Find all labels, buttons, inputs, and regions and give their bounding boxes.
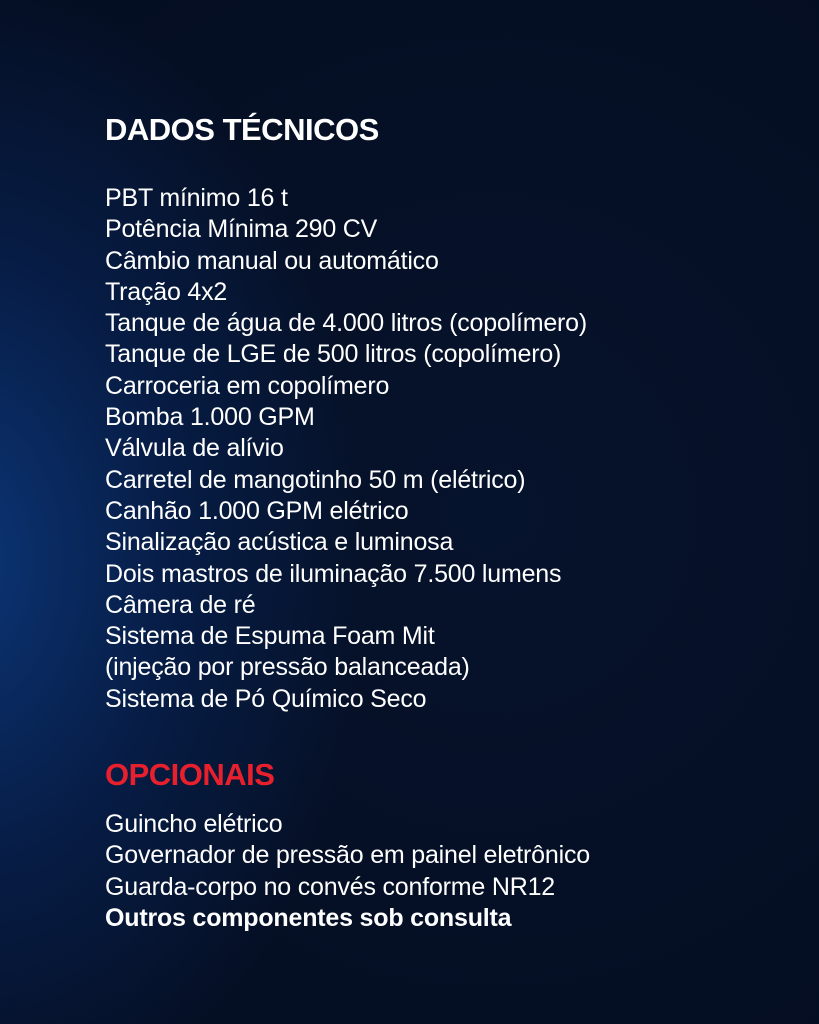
optional-heading: OPCIONAIS <box>105 757 275 793</box>
spec-item-body: Carroceria em copolímero <box>105 371 390 400</box>
spec-item-lge-tank: Tanque de LGE de 500 litros (copolímero) <box>105 340 562 369</box>
spec-item-cannon: Canhão 1.000 GPM elétrico <box>105 496 409 525</box>
technical-data-heading: DADOS TÉCNICOS <box>105 112 379 147</box>
spec-item-pbt: PBT mínimo 16 t <box>105 184 288 212</box>
optional-item-guardrail: Guarda-corpo no convés conforme NR12 <box>105 872 555 901</box>
optional-note: Outros componentes sob consulta <box>105 903 512 932</box>
spec-item-water-tank: Tanque de água de 4.000 litros (copolímero) <box>105 309 587 338</box>
spec-item-signaling: Sinalização acústica e luminosa <box>105 528 454 557</box>
spec-item-relief-valve: Válvula de alívio <box>105 434 284 463</box>
spec-item-foam-system-detail: (injeção por pressão balanceada) <box>105 653 470 682</box>
spec-item-traction: Tração 4x2 <box>105 277 228 306</box>
spec-item-power: Potência Mínima 290 CV <box>105 215 378 244</box>
technical-data-list <box>105 183 795 715</box>
spec-item-transmission: Câmbio manual ou automático <box>105 246 439 275</box>
spec-item-pump: Bomba 1.000 GPM <box>105 403 315 432</box>
optional-item-pressure-governor: Governador de pressão em painel eletrônico <box>105 841 590 870</box>
spec-item-light-masts: Dois mastros de iluminação 7.500 lumens <box>105 559 562 588</box>
optional-item-winch: Guincho elétrico <box>105 810 283 839</box>
spec-item-rear-camera: Câmera de ré <box>105 590 256 619</box>
spec-item-hose-reel: Carretel de mangotinho 50 m (elétrico) <box>105 465 526 494</box>
optional-list <box>105 809 795 934</box>
spec-content <box>105 110 795 934</box>
spec-item-dry-chemical: Sistema de Pó Químico Seco <box>105 684 427 713</box>
spec-item-foam-system: Sistema de Espuma Foam Mit <box>105 622 435 651</box>
